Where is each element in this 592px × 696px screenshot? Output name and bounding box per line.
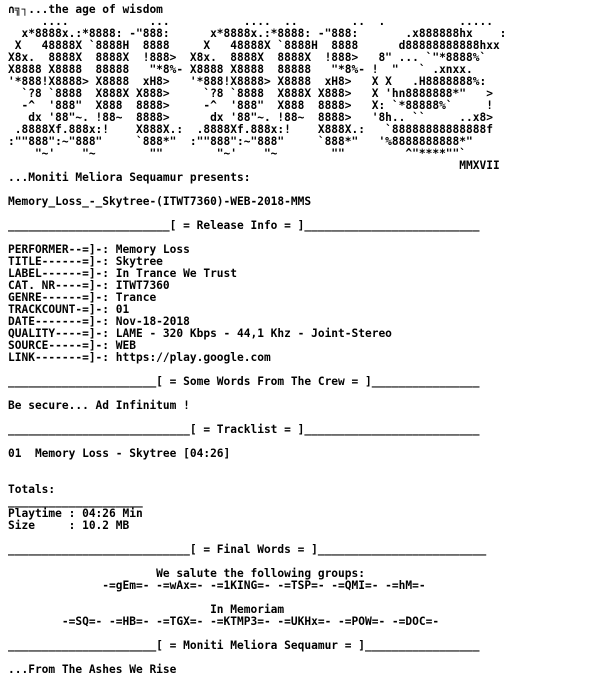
totals-playtime: Playtime : 04:26 Min bbox=[8, 507, 143, 520]
release-info-row: GENRE------=]-: Trance bbox=[8, 291, 157, 304]
outro-line: ...From The Ashes We Rise bbox=[8, 663, 177, 676]
section-header-tracklist: ___________________________[ = Tracklist = ]__________________________ bbox=[8, 423, 480, 436]
section-header-crew-words: ______________________[ = Some Words From The Crew = ]________________ bbox=[8, 375, 480, 388]
ascii-logo-line: MMXVII bbox=[8, 159, 500, 172]
ascii-logo-line: x*8888x.:*8888: -"888: x*8888x.:*8888: -"888: .x888888hx : bbox=[8, 27, 507, 40]
salute-title: We salute the following groups: bbox=[8, 567, 365, 580]
ascii-logo-line: dx '88"~. !88~ 8888> dx '88"~. !88~ 8888> '8h.. `` ..x8> bbox=[8, 111, 493, 124]
release-info-row: QUALITY----=]-: LAME - 320 Kbps - 44,1 Khz - Joint-Stereo bbox=[8, 327, 392, 340]
release-info-row: TITLE------=]-: Skytree bbox=[8, 255, 163, 268]
release-info-row: LINK-------=]-: https://play.google.com bbox=[8, 351, 271, 364]
spacer bbox=[8, 460, 592, 472]
release-name: Memory_Loss_-_Skytree-(ITWT7360)-WEB-2018-MMS bbox=[8, 195, 312, 208]
ascii-logo-line: X8x. 8888X 8888X !888> X8x. 8888X 8888X !888> 8" ... `"*8888%` bbox=[8, 51, 487, 64]
spacer bbox=[8, 472, 592, 484]
release-info-row: PERFORMER--=]-: Memory Loss bbox=[8, 243, 190, 256]
ascii-logo-line: .8888Xf.888x:! X888X.: .8888Xf.888x:! X888X.: `88888888888888f bbox=[8, 123, 493, 136]
totals-label: Totals: bbox=[8, 483, 56, 496]
section-header-final-words: ___________________________[ = Final Words = ]_________________________ bbox=[8, 543, 487, 556]
ascii-logo-line: :""888":~"888" `888*" :""888":~"888" `888*" '%8888888888*" bbox=[8, 135, 473, 148]
salute-groups: -=gEm=- -=wAx=- -=1KING=- -=TSP=- -=QMI=- -=hM=- bbox=[8, 579, 426, 592]
ascii-logo-line: .... ... .... .. .. . ..... bbox=[8, 15, 507, 28]
memoriam-groups: -=SQ=- -=HB=- -=TGX=- -=KTMP3=- -=UKHx=- -=POW=- -=DOC=- bbox=[8, 615, 440, 628]
crew-words-text: Be secure... Ad Infinitum ! bbox=[8, 399, 190, 412]
presents-line: ...Moniti Meliora Sequamur presents: bbox=[8, 171, 251, 184]
intro-line: ∩╗┐...the age of wisdom bbox=[8, 3, 163, 16]
track-row: 01 Memory Loss - Skytree [04:26] bbox=[8, 447, 231, 460]
release-info-row: DATE-------=]-: Nov-18-2018 bbox=[8, 315, 190, 328]
section-header-mms: ______________________[ = Moniti Meliora Sequamur = ]_________________ bbox=[8, 639, 480, 652]
ascii-logo-line: X 48888X `8888H 8888 X 48888X `8888H 8888 d88888888888hxx bbox=[8, 39, 500, 52]
totals-size: Size : 10.2 MB bbox=[8, 519, 130, 532]
ascii-logo-line: -^ '888" X888 8888> -^ '888" X888 8888> X: `*88888%` ! bbox=[8, 99, 493, 112]
ascii-logo-line: `?8 `8888 X888X X888> `?8 `8888 X888X X888> X 'hn8888888*" > bbox=[8, 87, 493, 100]
totals-rule: ____________________ bbox=[8, 495, 143, 508]
release-info-row: TRACKCOUNT-=]-: 01 bbox=[8, 303, 130, 316]
ascii-logo-line: "~' "~ "" "~' "~ "" ^"****""` bbox=[8, 147, 467, 160]
release-info-row: LABEL------=]-: In Trance We Trust bbox=[8, 267, 238, 280]
ascii-logo-line: '*888!X8888> X8888 xH8> '*888!X8888> X8888 xH8> X X .H8888888%: bbox=[8, 75, 487, 88]
memoriam-title: In Memoriam bbox=[8, 603, 285, 616]
section-header-release-info: ________________________[ = Release Info = ]__________________________ bbox=[8, 219, 480, 232]
release-info-row: CAT. NR----=]-: ITWT7360 bbox=[8, 279, 170, 292]
release-info-row: SOURCE-----=]-: WEB bbox=[8, 339, 136, 352]
ascii-logo-line: X8888 X8888 88888 "*8%- X8888 X8888 88888 "*8%- ! " ` .xnxx. bbox=[8, 63, 473, 76]
